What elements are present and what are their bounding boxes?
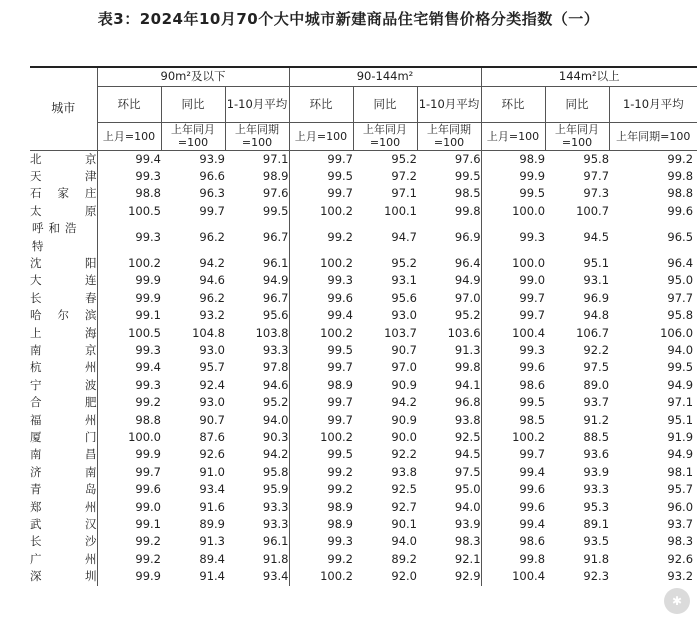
index-value: 93.0 bbox=[199, 342, 225, 357]
index-value: 90.3 bbox=[225, 429, 289, 446]
table-row bbox=[30, 255, 697, 272]
index-value: 89.4 bbox=[199, 551, 225, 566]
index-value: 100.2 bbox=[320, 569, 353, 584]
index-value: 94.1 bbox=[417, 377, 481, 394]
index-value: 99.7 bbox=[327, 395, 353, 410]
index-value: 99.6 bbox=[519, 499, 546, 514]
index-value: 100.2 bbox=[128, 255, 161, 270]
index-value: 96.9 bbox=[417, 220, 481, 255]
index-value: 92.2 bbox=[391, 447, 417, 462]
index-value: 99.9 bbox=[135, 273, 161, 288]
index-value: 91.8 bbox=[225, 551, 289, 568]
table-row bbox=[30, 464, 697, 481]
index-value: 90.7 bbox=[199, 412, 225, 427]
index-value: 99.9 bbox=[135, 569, 161, 584]
index-value: 99.9 bbox=[519, 168, 546, 183]
index-value: 89.0 bbox=[583, 377, 610, 392]
column-name: 环比 bbox=[289, 86, 353, 122]
table-row bbox=[30, 394, 697, 411]
index-value: 94.6 bbox=[225, 377, 289, 394]
index-value: 100.2 bbox=[320, 430, 353, 444]
index-value: 97.1 bbox=[225, 150, 289, 168]
column-name: 1-10月平均 bbox=[417, 86, 481, 122]
table-body bbox=[30, 150, 697, 586]
base-label: 上年同期=100 bbox=[417, 122, 481, 150]
index-value: 98.9 bbox=[327, 499, 353, 514]
index-value: 95.8 bbox=[225, 464, 289, 481]
index-value: 99.4 bbox=[135, 151, 161, 166]
watermark-icon: ✱ bbox=[664, 588, 690, 614]
index-value: 93.4 bbox=[199, 482, 225, 497]
index-value: 99.5 bbox=[327, 447, 353, 462]
index-value: 94.5 bbox=[417, 446, 481, 463]
index-value: 93.5 bbox=[583, 534, 610, 549]
index-value: 95.0 bbox=[417, 481, 481, 498]
index-value: 106.0 bbox=[660, 325, 694, 340]
index-value: 99.5 bbox=[225, 203, 289, 220]
index-value: 97.5 bbox=[417, 464, 481, 481]
index-value: 93.2 bbox=[667, 569, 694, 584]
index-value: 96.8 bbox=[417, 394, 481, 411]
column-name: 同比 bbox=[545, 86, 609, 122]
group-header: 90-144m² bbox=[289, 67, 481, 86]
index-value: 100.5 bbox=[128, 203, 161, 218]
table-row bbox=[30, 185, 697, 202]
index-value: 93.8 bbox=[391, 464, 417, 479]
index-value: 96.7 bbox=[225, 290, 289, 307]
city-name: 天津 bbox=[30, 168, 97, 185]
city-name: 厦门 bbox=[30, 429, 97, 446]
index-value: 97.5 bbox=[583, 360, 610, 375]
index-value: 90.7 bbox=[391, 342, 417, 357]
index-value: 95.2 bbox=[391, 255, 417, 270]
index-value: 99.6 bbox=[135, 482, 161, 497]
index-value: 95.9 bbox=[225, 481, 289, 498]
index-value: 96.0 bbox=[667, 499, 694, 514]
index-value: 99.5 bbox=[417, 168, 481, 185]
table-row bbox=[30, 499, 697, 516]
index-value: 93.6 bbox=[583, 447, 610, 462]
index-value: 96.1 bbox=[225, 255, 289, 272]
table-row bbox=[30, 272, 697, 289]
index-value: 97.1 bbox=[667, 395, 694, 410]
index-value: 103.8 bbox=[225, 325, 289, 342]
index-value: 100.0 bbox=[512, 203, 546, 218]
table-row bbox=[30, 168, 697, 185]
index-value: 98.1 bbox=[667, 464, 694, 479]
index-value: 94.9 bbox=[667, 377, 694, 392]
index-value: 94.9 bbox=[417, 272, 481, 289]
index-value: 92.1 bbox=[417, 551, 481, 568]
column-name: 1-10月平均 bbox=[609, 86, 697, 122]
index-value: 91.3 bbox=[417, 342, 481, 359]
index-value: 97.6 bbox=[417, 150, 481, 168]
index-value: 94.2 bbox=[391, 395, 417, 410]
index-value: 90.9 bbox=[391, 412, 417, 427]
index-value: 95.3 bbox=[583, 499, 610, 514]
column-name: 环比 bbox=[481, 86, 545, 122]
index-value: 99.6 bbox=[519, 360, 546, 375]
index-value: 99.5 bbox=[327, 342, 353, 357]
city-name: 杭州 bbox=[30, 359, 97, 376]
index-value: 99.1 bbox=[135, 517, 161, 532]
city-name: 深圳 bbox=[30, 568, 97, 585]
index-value: 99.2 bbox=[327, 482, 353, 497]
price-index-table bbox=[30, 66, 697, 586]
index-value: 99.2 bbox=[135, 534, 161, 549]
index-value: 93.7 bbox=[667, 517, 694, 532]
city-name: 青岛 bbox=[30, 481, 97, 498]
index-value: 94.6 bbox=[199, 273, 225, 288]
city-name: 沈阳 bbox=[30, 255, 97, 272]
index-value: 95.6 bbox=[391, 290, 417, 305]
index-value: 95.8 bbox=[583, 151, 610, 166]
index-value: 99.7 bbox=[327, 412, 353, 427]
table-row bbox=[30, 412, 697, 429]
index-value: 90.9 bbox=[391, 377, 417, 392]
index-value: 96.5 bbox=[667, 229, 694, 244]
index-value: 99.3 bbox=[519, 342, 546, 357]
index-value: 92.5 bbox=[417, 429, 481, 446]
column-name: 同比 bbox=[353, 86, 417, 122]
table-row bbox=[30, 150, 697, 168]
index-value: 96.7 bbox=[225, 220, 289, 255]
index-value: 99.3 bbox=[327, 273, 353, 288]
city-name: 南昌 bbox=[30, 446, 97, 463]
city-name: 石家庄 bbox=[30, 185, 97, 202]
index-value: 90.1 bbox=[391, 517, 417, 532]
city-name: 长沙 bbox=[30, 533, 97, 550]
index-value: 93.9 bbox=[583, 464, 610, 479]
index-value: 99.5 bbox=[519, 186, 546, 201]
index-value: 99.4 bbox=[135, 360, 161, 375]
column-name: 环比 bbox=[97, 86, 161, 122]
table-row bbox=[30, 551, 697, 568]
index-value: 91.4 bbox=[199, 569, 225, 584]
index-value: 98.6 bbox=[519, 377, 546, 392]
index-value: 100.2 bbox=[320, 203, 353, 218]
table-row bbox=[30, 307, 697, 324]
index-value: 100.4 bbox=[512, 325, 546, 340]
index-value: 89.2 bbox=[391, 551, 417, 566]
index-value: 100.1 bbox=[384, 203, 417, 218]
index-value: 99.7 bbox=[135, 464, 161, 479]
index-value: 98.8 bbox=[135, 412, 161, 427]
index-value: 88.5 bbox=[583, 430, 610, 444]
index-value: 99.4 bbox=[519, 517, 546, 532]
index-value: 96.4 bbox=[417, 255, 481, 272]
index-value: 99.2 bbox=[667, 151, 694, 166]
index-value: 99.3 bbox=[135, 342, 161, 357]
index-value: 95.1 bbox=[667, 412, 694, 427]
index-value: 99.4 bbox=[327, 308, 353, 323]
index-value: 92.6 bbox=[667, 551, 694, 566]
index-value: 99.7 bbox=[327, 151, 353, 166]
base-label: 上年同月=100 bbox=[161, 122, 225, 150]
index-value: 99.6 bbox=[519, 482, 546, 497]
index-value: 98.9 bbox=[327, 377, 353, 392]
base-label: 上月=100 bbox=[289, 122, 353, 150]
index-value: 99.8 bbox=[519, 551, 546, 566]
index-value: 100.2 bbox=[320, 255, 353, 270]
index-value: 95.6 bbox=[225, 307, 289, 324]
group-header: 90m²及以下 bbox=[97, 67, 289, 86]
index-value: 95.2 bbox=[391, 151, 417, 166]
table-row bbox=[30, 342, 697, 359]
index-value: 99.9 bbox=[135, 447, 161, 462]
index-value: 99.3 bbox=[135, 377, 161, 392]
index-value: 96.2 bbox=[199, 229, 225, 244]
index-value: 99.9 bbox=[135, 290, 161, 305]
index-value: 99.8 bbox=[417, 203, 481, 220]
index-value: 99.6 bbox=[327, 290, 353, 305]
city-name: 南京 bbox=[30, 342, 97, 359]
index-value: 100.2 bbox=[320, 325, 353, 340]
index-value: 93.1 bbox=[583, 273, 610, 288]
city-name: 上海 bbox=[30, 325, 97, 342]
index-value: 94.2 bbox=[199, 255, 225, 270]
index-value: 99.0 bbox=[519, 273, 546, 288]
base-label: 上月=100 bbox=[481, 122, 545, 150]
table-row bbox=[30, 325, 697, 342]
index-value: 100.0 bbox=[128, 430, 161, 444]
index-value: 91.9 bbox=[667, 430, 694, 444]
index-value: 100.4 bbox=[512, 569, 546, 584]
base-label: 上年同月=100 bbox=[353, 122, 417, 150]
index-value: 99.7 bbox=[519, 308, 546, 323]
index-value: 99.2 bbox=[327, 464, 353, 479]
index-value: 94.0 bbox=[667, 342, 694, 357]
index-value: 99.3 bbox=[519, 229, 546, 244]
index-value: 103.7 bbox=[384, 325, 417, 340]
city-name: 哈尔滨 bbox=[30, 307, 97, 324]
index-value: 94.7 bbox=[391, 229, 417, 244]
index-value: 93.9 bbox=[417, 516, 481, 533]
base-label: 上月=100 bbox=[97, 122, 161, 150]
index-value: 104.8 bbox=[192, 325, 225, 340]
index-value: 99.7 bbox=[519, 447, 546, 462]
city-name: 呼和浩特 bbox=[30, 220, 97, 255]
index-value: 97.8 bbox=[225, 359, 289, 376]
index-value: 100.2 bbox=[512, 430, 546, 444]
index-value: 99.5 bbox=[667, 360, 694, 375]
index-value: 98.9 bbox=[327, 517, 353, 532]
index-value: 99.2 bbox=[135, 551, 161, 566]
index-value: 98.9 bbox=[519, 151, 546, 166]
index-value: 91.3 bbox=[199, 534, 225, 549]
index-value: 89.1 bbox=[583, 517, 610, 532]
index-value: 93.0 bbox=[199, 395, 225, 410]
city-name: 郑州 bbox=[30, 499, 97, 516]
city-name: 济南 bbox=[30, 464, 97, 481]
city-column-header: 城市 bbox=[30, 67, 97, 150]
group-header: 144m²以上 bbox=[481, 67, 697, 86]
index-value: 99.3 bbox=[135, 229, 161, 244]
index-value: 106.7 bbox=[576, 325, 610, 340]
index-value: 94.0 bbox=[225, 412, 289, 429]
index-value: 99.8 bbox=[417, 359, 481, 376]
index-value: 97.0 bbox=[391, 360, 417, 375]
index-value: 95.0 bbox=[667, 273, 694, 288]
index-value: 99.2 bbox=[135, 395, 161, 410]
index-value: 99.8 bbox=[667, 168, 694, 183]
index-value: 100.5 bbox=[128, 325, 161, 340]
index-value: 99.1 bbox=[135, 308, 161, 323]
index-value: 90.0 bbox=[391, 430, 417, 444]
index-value: 96.1 bbox=[225, 533, 289, 550]
city-name: 广州 bbox=[30, 551, 97, 568]
index-value: 93.8 bbox=[417, 412, 481, 429]
city-name: 长春 bbox=[30, 290, 97, 307]
table-row bbox=[30, 429, 697, 446]
index-value: 96.2 bbox=[199, 290, 225, 305]
index-value: 103.6 bbox=[417, 325, 481, 342]
index-value: 92.3 bbox=[583, 569, 610, 584]
index-value: 97.6 bbox=[225, 185, 289, 202]
index-value: 99.7 bbox=[199, 203, 225, 218]
index-value: 91.0 bbox=[199, 464, 225, 479]
index-value: 98.5 bbox=[519, 412, 546, 427]
index-value: 93.0 bbox=[391, 308, 417, 323]
index-value: 93.3 bbox=[225, 499, 289, 516]
index-value: 97.7 bbox=[667, 290, 694, 305]
table-row bbox=[30, 568, 697, 585]
table-title: 表3：2024年10月70个大中城市新建商品住宅销售价格分类指数（一） bbox=[97, 10, 600, 28]
index-value: 100.7 bbox=[576, 203, 610, 218]
index-value: 97.1 bbox=[391, 186, 417, 201]
column-name: 同比 bbox=[161, 86, 225, 122]
index-value: 99.3 bbox=[135, 168, 161, 183]
index-value: 96.4 bbox=[667, 255, 694, 270]
index-value: 99.0 bbox=[135, 499, 161, 514]
table-row bbox=[30, 220, 697, 255]
index-value: 95.1 bbox=[583, 255, 610, 270]
index-value: 98.9 bbox=[225, 168, 289, 185]
index-value: 99.5 bbox=[519, 395, 546, 410]
index-value: 98.8 bbox=[667, 186, 694, 201]
index-value: 92.2 bbox=[583, 342, 610, 357]
table-row bbox=[30, 359, 697, 376]
base-label: 上年同月=100 bbox=[545, 122, 609, 150]
index-value: 93.1 bbox=[391, 273, 417, 288]
index-value: 95.7 bbox=[199, 360, 225, 375]
index-value: 98.8 bbox=[135, 186, 161, 201]
index-value: 91.6 bbox=[199, 499, 225, 514]
index-value: 95.7 bbox=[667, 482, 694, 497]
index-value: 95.2 bbox=[225, 394, 289, 411]
table-row bbox=[30, 290, 697, 307]
table-header bbox=[30, 67, 697, 150]
index-value: 94.2 bbox=[225, 446, 289, 463]
table-row bbox=[30, 446, 697, 463]
index-value: 93.3 bbox=[583, 482, 610, 497]
index-value: 93.9 bbox=[199, 151, 225, 166]
index-value: 99.2 bbox=[327, 229, 353, 244]
index-value: 89.9 bbox=[199, 517, 225, 532]
index-value: 94.0 bbox=[417, 499, 481, 516]
table-row bbox=[30, 533, 697, 550]
index-value: 96.6 bbox=[199, 168, 225, 183]
index-value: 97.0 bbox=[417, 290, 481, 307]
index-value: 99.2 bbox=[327, 551, 353, 566]
index-value: 92.7 bbox=[391, 499, 417, 514]
index-value: 91.2 bbox=[583, 412, 610, 427]
city-name: 合肥 bbox=[30, 394, 97, 411]
base-label: 上年同期=100 bbox=[609, 122, 697, 150]
index-value: 94.0 bbox=[391, 534, 417, 549]
index-value: 96.9 bbox=[583, 290, 610, 305]
index-value: 92.4 bbox=[199, 377, 225, 392]
index-value: 97.3 bbox=[583, 186, 610, 201]
index-value: 92.6 bbox=[199, 447, 225, 462]
index-value: 99.3 bbox=[327, 534, 353, 549]
index-value: 99.4 bbox=[519, 464, 546, 479]
index-value: 98.3 bbox=[667, 534, 694, 549]
index-value: 95.8 bbox=[667, 308, 694, 323]
index-value: 87.6 bbox=[199, 430, 225, 444]
index-value: 94.8 bbox=[583, 308, 610, 323]
table-row bbox=[30, 516, 697, 533]
index-value: 94.9 bbox=[225, 272, 289, 289]
city-name: 太原 bbox=[30, 203, 97, 220]
index-value: 100.0 bbox=[512, 255, 546, 270]
base-label: 上年同期=100 bbox=[225, 122, 289, 150]
index-value: 91.8 bbox=[583, 551, 610, 566]
city-name: 宁波 bbox=[30, 377, 97, 394]
index-value: 93.4 bbox=[225, 568, 289, 585]
index-value: 99.7 bbox=[327, 186, 353, 201]
index-value: 97.2 bbox=[391, 168, 417, 183]
city-name: 武汉 bbox=[30, 516, 97, 533]
index-value: 93.3 bbox=[225, 342, 289, 359]
index-value: 96.3 bbox=[199, 186, 225, 201]
index-value: 99.5 bbox=[327, 168, 353, 183]
index-value: 99.7 bbox=[519, 290, 546, 305]
index-value: 98.3 bbox=[417, 533, 481, 550]
table-row bbox=[30, 203, 697, 220]
index-value: 93.2 bbox=[199, 308, 225, 323]
city-name: 福州 bbox=[30, 412, 97, 429]
city-name: 北京 bbox=[30, 150, 97, 168]
table-row bbox=[30, 481, 697, 498]
column-name: 1-10月平均 bbox=[225, 86, 289, 122]
table-row bbox=[30, 377, 697, 394]
index-value: 99.6 bbox=[667, 203, 694, 218]
index-value: 92.9 bbox=[417, 568, 481, 585]
index-value: 98.5 bbox=[417, 185, 481, 202]
index-value: 94.5 bbox=[583, 229, 610, 244]
index-value: 94.9 bbox=[667, 447, 694, 462]
index-value: 92.0 bbox=[391, 569, 417, 584]
index-value: 92.5 bbox=[391, 482, 417, 497]
index-value: 93.7 bbox=[583, 395, 610, 410]
index-value: 98.6 bbox=[519, 534, 546, 549]
index-value: 97.7 bbox=[583, 168, 610, 183]
city-name: 大连 bbox=[30, 272, 97, 289]
index-value: 95.2 bbox=[417, 307, 481, 324]
index-value: 99.7 bbox=[327, 360, 353, 375]
index-value: 93.3 bbox=[225, 516, 289, 533]
